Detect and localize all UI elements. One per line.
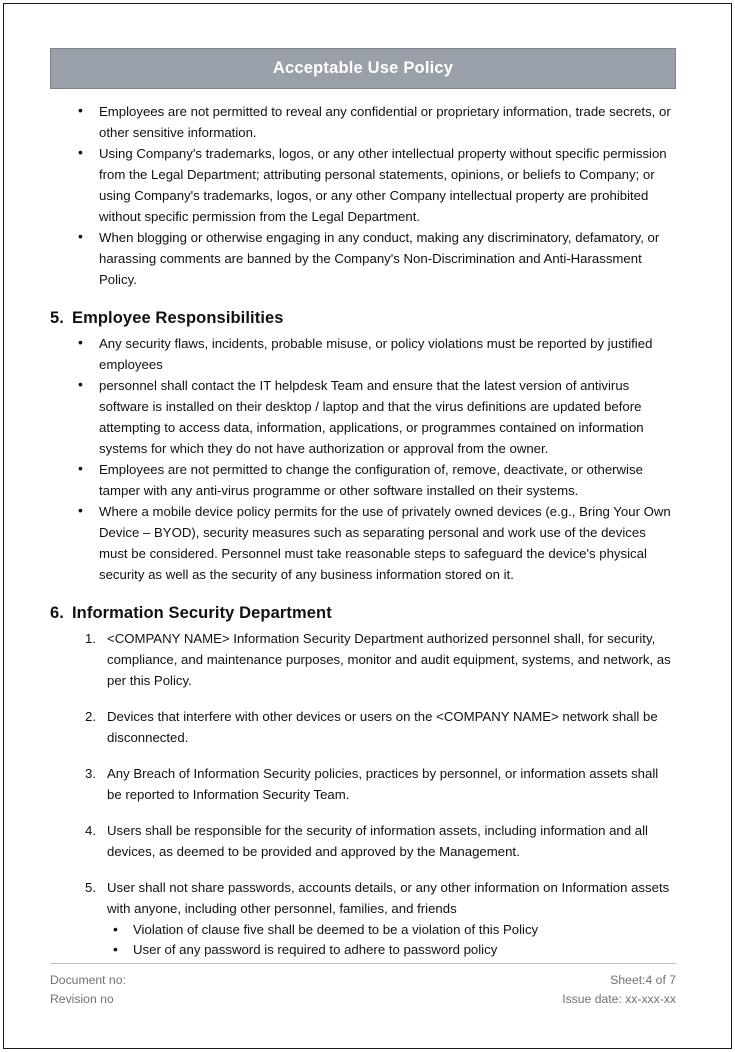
footer-rows	[50, 971, 676, 1009]
list-item	[50, 143, 676, 227]
list-item	[107, 940, 676, 960]
list-item-text: When blogging or otherwise engaging in any conduct, making any discriminatory, defamatory, or harassing comments are banned by the Company's Non-Discrimination and Anti-Harassment Policy.	[99, 230, 660, 287]
list-item	[50, 375, 676, 459]
list-item	[50, 459, 676, 501]
list-item	[50, 101, 676, 143]
document-title-band	[50, 48, 676, 89]
list-item-marker: 4.	[85, 823, 96, 838]
list-item-text: User shall not share passwords, accounts details, or any other information on Information assets with anyone, including other personnel, families, and friends	[107, 880, 670, 916]
list-item	[107, 920, 676, 940]
list-item-text: Violation of clause five shall be deemed to be a violation of this Policy	[133, 922, 539, 937]
list-item	[50, 706, 676, 748]
list-item-marker: 3.	[85, 766, 96, 781]
footer-sheet-number: Sheet:4 of 7	[610, 973, 676, 987]
intro-section	[50, 101, 676, 290]
list-item	[50, 763, 676, 805]
section-5-number: 5.	[50, 309, 64, 327]
list-item-text: Users shall be responsible for the security of information assets, including information and all devices, as deemed to be provided and approved by the Management.	[107, 823, 648, 859]
section-6-heading	[50, 604, 676, 623]
page-title: Acceptable Use Policy	[272, 59, 454, 77]
footer-right-column	[562, 971, 676, 1009]
section-employee-responsibilities	[50, 309, 676, 585]
footer-left-column	[50, 971, 126, 1009]
list-item-text: Devices that interfere with other devices or users on the <COMPANY NAME> network shall be disconnected.	[107, 709, 658, 745]
list-item-marker: 5.	[85, 880, 96, 895]
list-item-text: Employees are not permitted to change the configuration of, remove, deactivate, or otherwise tamper with any anti-virus programme or other software installed on their systems.	[99, 462, 643, 498]
page-footer	[50, 963, 676, 1009]
list-item-text: Employees are not permitted to reveal any confidential or proprietary information, trade secrets, or other sensitive information.	[99, 104, 671, 140]
footer-divider	[50, 963, 676, 964]
list-item-text: Where a mobile device policy permits for the use of privately owned devices (e.g., Bring Your Own Device – BYOD), security measures such as separating personal and work use of the devices must be considered. Personnel must take reasonable steps to safeguard the device's physical security as well as the security of any business information stored on it.	[99, 504, 671, 582]
list-item	[50, 227, 676, 290]
section-6-item-5-sub-list	[107, 920, 676, 960]
list-item-text: <COMPANY NAME> Information Security Department authorized personnel shall, for security, compliance, and maintenance purposes, monitor and audit equipment, systems, and network, as per this Policy.	[107, 631, 671, 688]
section-5-heading	[50, 309, 676, 328]
section-6-number: 6.	[50, 604, 64, 622]
list-item-text: Any security flaws, incidents, probable misuse, or policy violations must be reported by justified employees	[99, 336, 653, 372]
list-item	[50, 820, 676, 862]
intro-bullet-list	[50, 101, 676, 290]
list-item	[50, 333, 676, 375]
footer-issue-date: Issue date: xx-xxx-xx	[562, 992, 676, 1006]
list-item-text: User of any password is required to adhere to password policy	[133, 942, 498, 957]
list-item-text: Using Company's trademarks, logos, or any other intellectual property without specific permission from the Legal Department; attributing personal statements, opinions, or beliefs to Company; or using Company's trademarks, logos, or any other Company intellectual property are prohibited without specific permission from the Legal Department.	[99, 146, 667, 224]
page-content	[50, 48, 676, 960]
footer-revision-no: Revision no	[50, 992, 114, 1006]
section-information-security-department	[50, 604, 676, 960]
section-6-numbered-list	[50, 628, 676, 960]
list-item-marker: 2.	[85, 709, 96, 724]
list-item	[50, 501, 676, 585]
list-item	[50, 628, 676, 691]
section-5-bullet-list	[50, 333, 676, 585]
list-item-text: Any Breach of Information Security policies, practices by personnel, or information assets shall be reported to Information Security Team.	[107, 766, 659, 802]
footer-document-no: Document no:	[50, 973, 126, 987]
section-5-title: Employee Responsibilities	[72, 309, 284, 327]
section-6-title: Information Security Department	[72, 604, 332, 622]
list-item-marker: 1.	[85, 631, 96, 646]
list-item-text: personnel shall contact the IT helpdesk Team and ensure that the latest version of antivirus software is installed on their desktop / laptop and that the virus definitions are updated before attempting to access data, information, applications, or programmes contained on information systems for which they do not have authorization or approval from the owner.	[99, 378, 644, 456]
list-item	[50, 877, 676, 960]
